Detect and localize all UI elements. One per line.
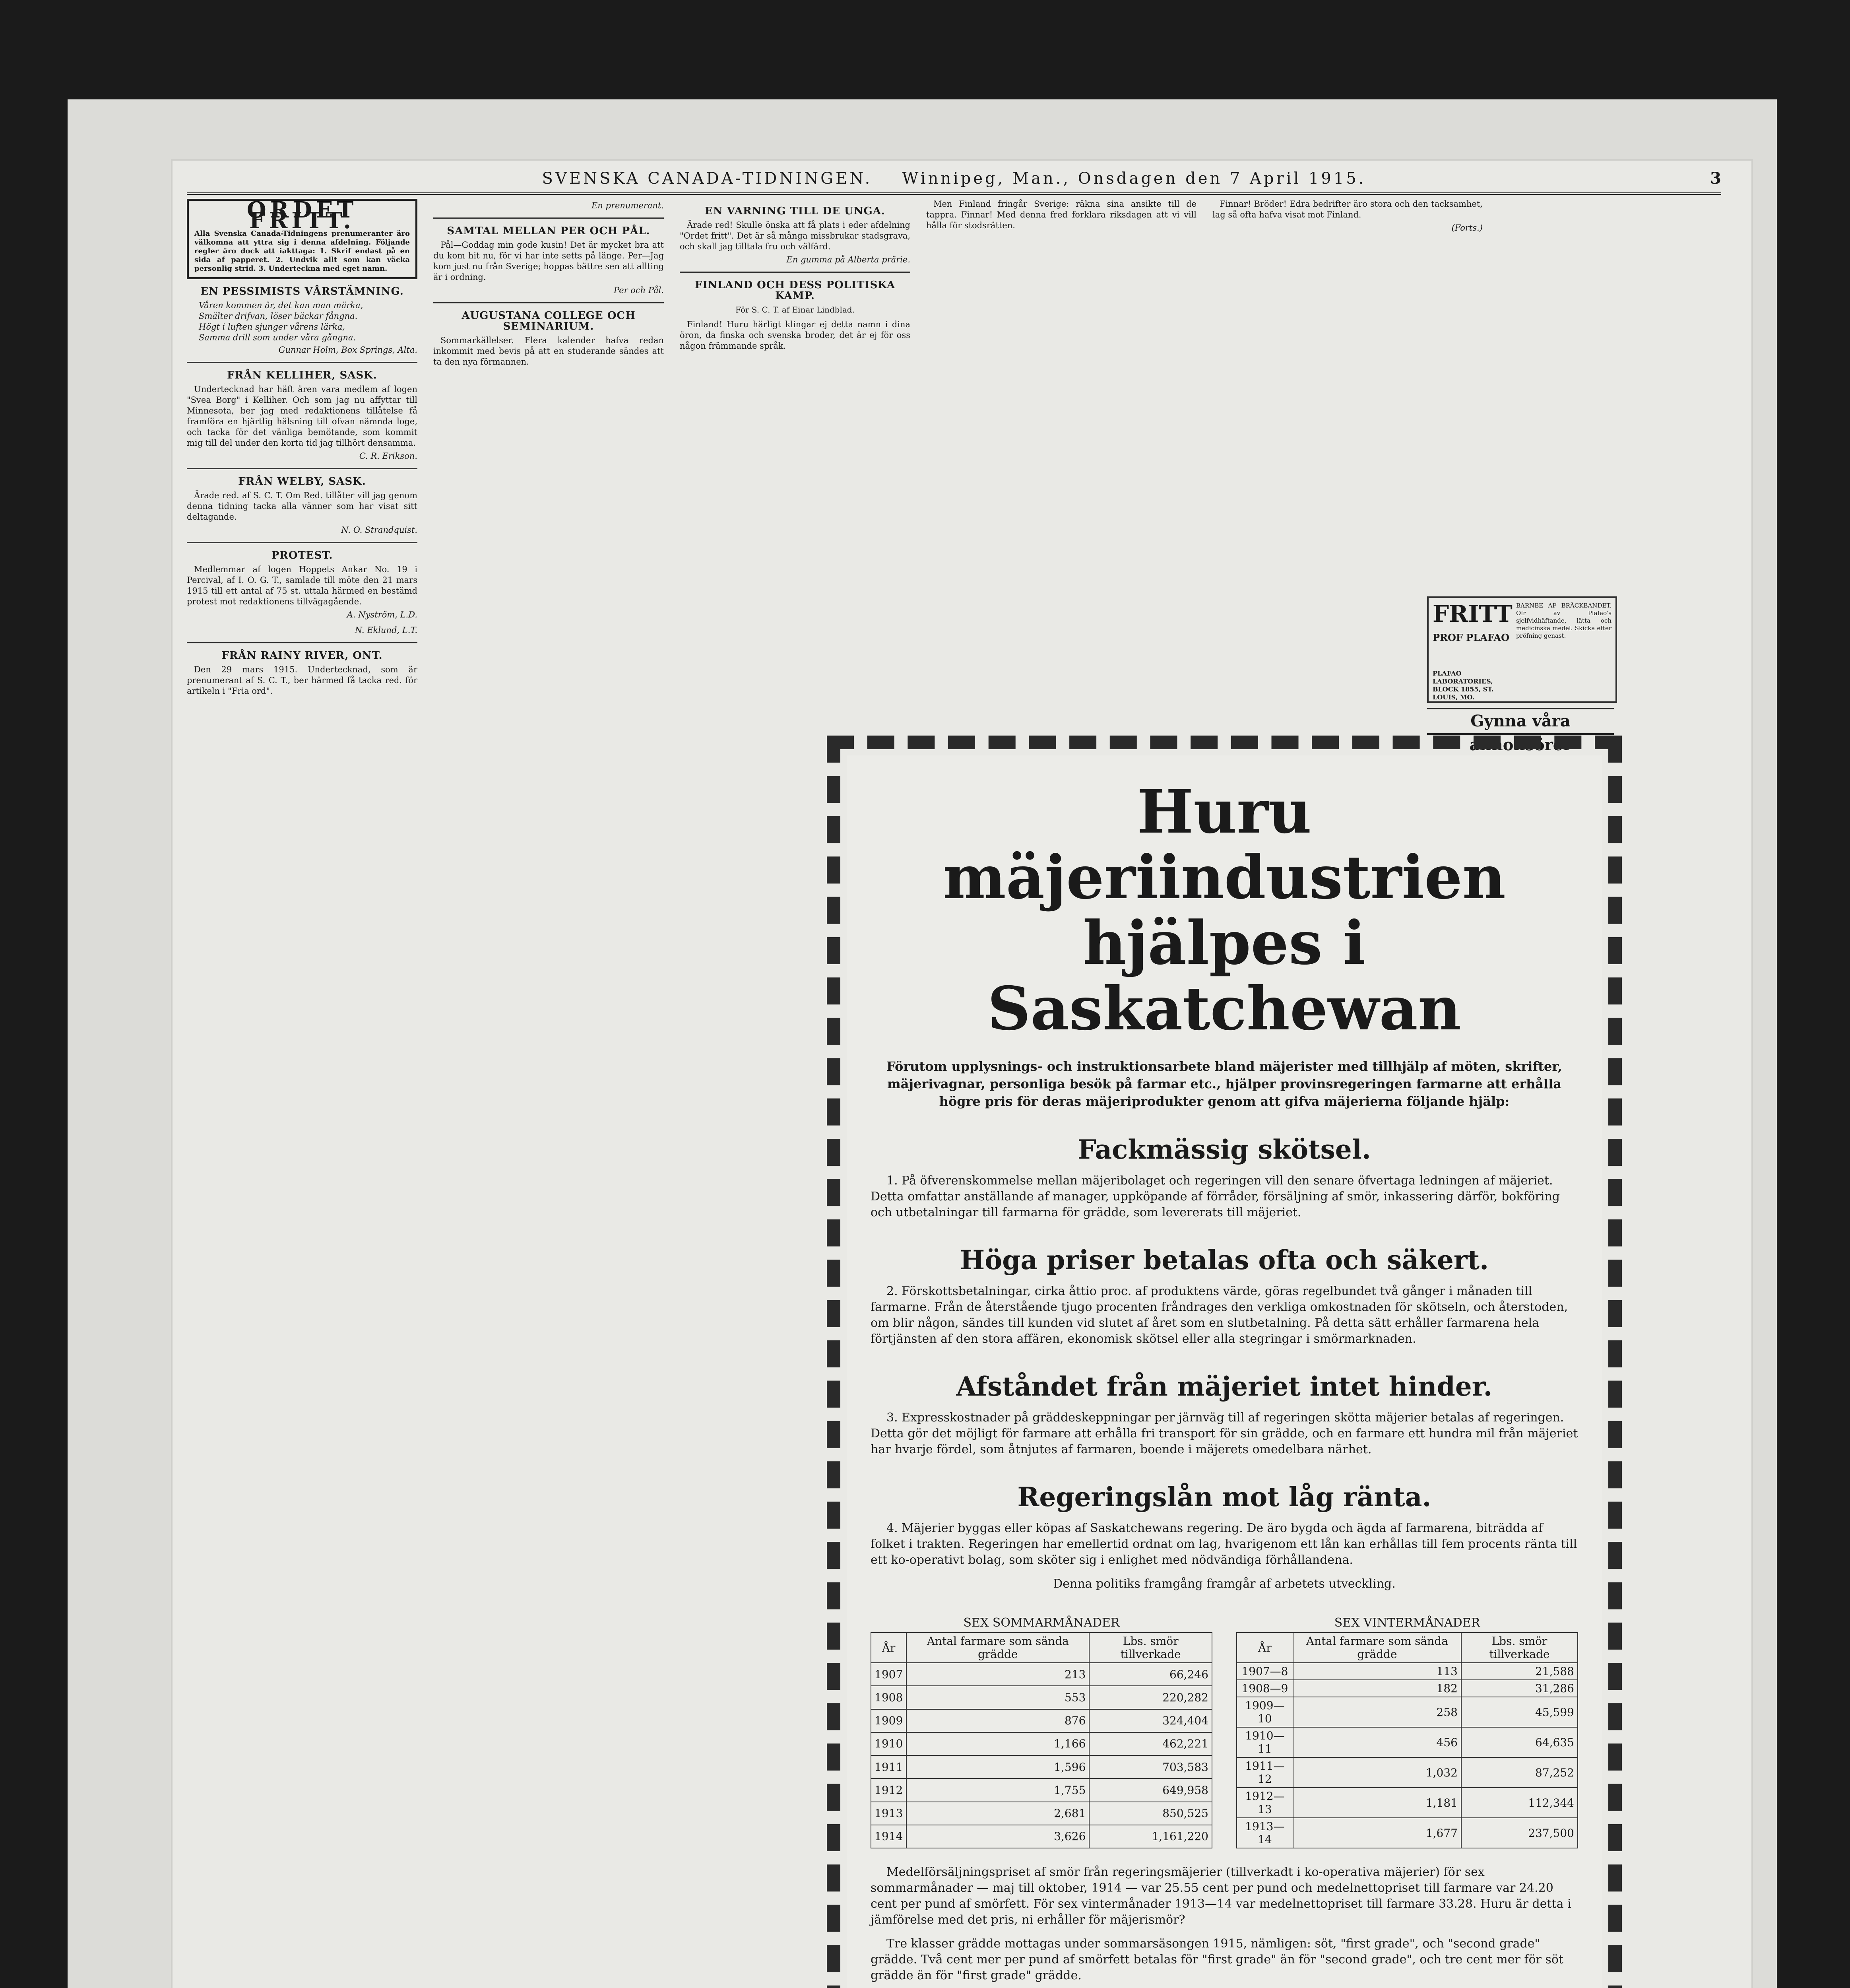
dialog-signature: Per och Pål. bbox=[613, 285, 664, 295]
letter-rainy-river-title: FRÅN RAINY RIVER, ONT. bbox=[221, 650, 383, 662]
column-4-text: Men Finland fringår Sverige: räkna sina ansikte till de tappra. Finnar! Med denna fred forklara riksdagen att vi vill hålla för stodsrätten. bbox=[926, 199, 1196, 230]
table-cell: 258 bbox=[1293, 1697, 1461, 1727]
column-header-butter: Lbs. smör tillverkade bbox=[1089, 1633, 1212, 1663]
column-header-year: År bbox=[1237, 1633, 1293, 1663]
letter-welby-text: Ärade red. af S. C. T. Om Red. tillåter vill jag genom denna tidning tacka alla vänner som har visat sitt deltagande. bbox=[187, 491, 417, 522]
table-cell: 182 bbox=[1293, 1680, 1461, 1697]
plafao-address: PLAFAO LABORATORIES, BLOCK 1855, ST. LOUIS, MO. bbox=[1433, 670, 1494, 701]
winter-table-body bbox=[1237, 1663, 1578, 1848]
table-cell: 1,596 bbox=[906, 1755, 1089, 1778]
masthead-title: SVENSKA CANADA-TIDNINGEN. bbox=[542, 169, 873, 188]
table-row bbox=[871, 1686, 1212, 1709]
table-row bbox=[871, 1825, 1212, 1848]
ad-heading-3: Afståndet från mäjeriet intet hinder. bbox=[956, 1371, 1493, 1402]
table-cell: 3,626 bbox=[906, 1825, 1089, 1848]
poem-title: EN PESSIMISTS VÅRSTÄMNING. bbox=[200, 285, 404, 297]
table-cell: 1,166 bbox=[906, 1732, 1089, 1755]
table-cell: 1914 bbox=[871, 1825, 906, 1848]
letter-rainy-river-text: Den 29 mars 1915. Undertecknad, som är prenumerant af S. C. T., ber härmed få tacka red. för artikeln i "Fria ord". bbox=[187, 665, 417, 696]
plafao-logo: FRITT PROF PLAFAO bbox=[1433, 600, 1513, 643]
column-header-year: År bbox=[871, 1633, 906, 1663]
table-row bbox=[871, 1709, 1212, 1732]
table-cell: 1,755 bbox=[906, 1778, 1089, 1802]
column-4 bbox=[926, 199, 1196, 763]
table-cell: 462,221 bbox=[1089, 1732, 1212, 1755]
table-cell: 1910—11 bbox=[1237, 1727, 1293, 1757]
divider bbox=[433, 217, 664, 219]
table-row bbox=[1237, 1663, 1578, 1680]
table-row bbox=[871, 1663, 1212, 1686]
dairy-advertisement bbox=[847, 755, 1602, 1988]
ad-heading-4: Regeringslån mot låg ränta. bbox=[1017, 1481, 1431, 1512]
table-cell: 553 bbox=[906, 1686, 1089, 1709]
winter-table bbox=[1236, 1616, 1578, 1848]
table-row bbox=[871, 1802, 1212, 1825]
table-cell: 1912 bbox=[871, 1778, 906, 1802]
ad-tables bbox=[871, 1616, 1578, 1848]
masthead-dateline: Winnipeg, Man., Onsdagen den 7 April 1915. bbox=[902, 169, 1366, 188]
ad-title-line-2: hjälpes i Saskatchewan bbox=[987, 908, 1461, 1044]
column-header-farmers: Antal farmare som sända grädde bbox=[906, 1633, 1089, 1663]
winter-table-caption: SEX VINTERMÅNADER bbox=[1334, 1616, 1480, 1630]
dialog-text: Pål—Goddag min gode kusin! Det är mycket bra att du kom hit nu, för vi har inte setts på länge. Per—Jag kom just nu från Sverige; hoppas bättre sen att allting är i ordning. bbox=[433, 240, 664, 282]
ad-paragraph-6: Medelförsäljningspriset af smör från regeringsmäjerier (tillverkadt i ko-operativa mäjerier) för sex sommarmånader — maj till oktober, 1914 — var 25.55 cent per pund och medelnettopriset till farmare var 24.20 cent per pund af smörfett. För sex vintermånader 1913—14 var medelnettopriset till farmare 33.28. Huru är detta i jämförelse med det pris, ni erhåller för mäjerismör? bbox=[871, 1865, 1571, 1927]
table-row bbox=[1237, 1757, 1578, 1788]
table-cell: 113 bbox=[1293, 1663, 1461, 1680]
table-cell: 876 bbox=[906, 1709, 1089, 1732]
table-row bbox=[871, 1755, 1212, 1778]
ad-intro: Förutom upplysnings- och instruktionsarbete bland mäjerister med tillhjälp af möten, skrifter, mäjerivagnar, personliga besök på farmar etc., hjälper provinsregeringen farmarne att erhålla högre pris för deras mäjeriprodukter genom att gifva mäjerierna följande hjälp: bbox=[886, 1059, 1563, 1109]
table-cell: 1911—12 bbox=[1237, 1757, 1293, 1788]
table-cell: 1,032 bbox=[1293, 1757, 1461, 1788]
table-row bbox=[871, 1732, 1212, 1755]
letter-welby-signature: N. O. Strandquist. bbox=[341, 525, 417, 535]
letter-welby-title: FRÅN WELBY, SASK. bbox=[238, 476, 366, 487]
ad-heading-1: Fackmässig skötsel. bbox=[1078, 1134, 1371, 1165]
table-row bbox=[871, 1778, 1212, 1802]
continued-note: (Forts.) bbox=[1451, 223, 1483, 233]
table-cell: 456 bbox=[1293, 1727, 1461, 1757]
table-cell: 1,677 bbox=[1293, 1818, 1461, 1848]
table-cell: 324,404 bbox=[1089, 1709, 1212, 1732]
table-cell: 45,599 bbox=[1461, 1697, 1578, 1727]
ad-paragraph-1: 1. På öfverenskommelse mellan mäjeribolaget och regeringen vill den senare öfvertaga ledningen af mäjeriet. Detta omfattar anställande af manager, uppköpande af förråder, försäljning af smör, inkassering därför, bokföring och utbetalningar till farmarna för grädde, som levererats till mäjeriet. bbox=[871, 1174, 1560, 1219]
divider bbox=[187, 542, 417, 543]
table-cell: 66,246 bbox=[1089, 1663, 1212, 1686]
poem-line: Våren kommen är, det kan man märka, bbox=[199, 301, 363, 310]
table-cell: 2,681 bbox=[906, 1802, 1089, 1825]
dialog-title: SAMTAL MELLAN PER OCH PÅL. bbox=[447, 225, 650, 237]
table-cell: 64,635 bbox=[1461, 1727, 1578, 1757]
table-cell: 1908 bbox=[871, 1686, 906, 1709]
protest-signature-2: N. Eklund, L.T. bbox=[355, 625, 417, 635]
divider bbox=[680, 272, 910, 273]
warning-title: EN VARNING TILL DE UNGA. bbox=[705, 205, 885, 217]
table-row bbox=[1237, 1680, 1578, 1697]
ad-heading-2: Höga priser betalas ofta och säkert. bbox=[960, 1244, 1489, 1276]
ordet-fritt-box bbox=[187, 199, 417, 279]
protest-text: Medlemmar af logen Hoppets Ankar No. 19 i Percival, af I. O. G. T., samlade till möte den 21 mars 1915 till ett antal af 75 st. uttala härmed en bestämd protest mot redaktionens tillvägagående. bbox=[187, 565, 417, 606]
table-cell: 1908—9 bbox=[1237, 1680, 1293, 1697]
table-row bbox=[1237, 1788, 1578, 1818]
column-2 bbox=[433, 199, 664, 1988]
table-cell: 112,344 bbox=[1461, 1788, 1578, 1818]
column-header-butter: Lbs. smör tillverkade bbox=[1461, 1633, 1578, 1663]
column-header-farmers: Antal farmare som sända grädde bbox=[1293, 1633, 1461, 1663]
table-cell: 220,282 bbox=[1089, 1686, 1212, 1709]
ad-paragraph-5: Denna politiks framgång framgår af arbetets utveckling. bbox=[1053, 1577, 1396, 1591]
divider bbox=[433, 302, 664, 303]
summer-table bbox=[871, 1616, 1212, 1848]
summer-table-caption: SEX SOMMARMÅNADER bbox=[963, 1616, 1120, 1630]
table-cell: 1907 bbox=[871, 1663, 906, 1686]
table-cell: 1911 bbox=[871, 1755, 906, 1778]
letter-kelliher-text: Undertecknad har häft ären vara medlem af logen "Svea Borg" i Kelliher. Och som jag nu affyttar till Minnesota, ber jag med redaktionens tillåtelse få framföra en hjärtlig hälsning till ofvan nämnda loge, och tacka för det vänliga bemötande, som kommit mig till del under den korta tid jag tillhört densamma. bbox=[187, 384, 417, 448]
protest-signature-1: A. Nyström, L.D. bbox=[347, 610, 417, 619]
ordet-fritt-rules: Alla Svenska Canada-Tidningens prenumeranter äro välkomna att yttra sig i denna afdelning. Följande regler äro dock att iakttaga: 1. Skrif endast på en sida af papperet. 2. Undvik allt som kan väcka personlig strid. 3. Underteckna med eget namn. bbox=[194, 229, 410, 273]
table-cell: 703,583 bbox=[1089, 1755, 1212, 1778]
divider bbox=[187, 468, 417, 469]
masthead bbox=[187, 165, 1721, 195]
letter-kelliher-title: FRÅN KELLIHER, SASK. bbox=[227, 369, 377, 381]
poem-body bbox=[187, 300, 417, 343]
plafao-blurb: BARNBE AF BRÅCKBANDET. Olr av Plafao's sjelfvidhäftande, lätta och medicinska medel. Skicka efter pröfning genast. bbox=[1516, 602, 1611, 639]
table-cell: 87,252 bbox=[1461, 1757, 1578, 1788]
table-cell: 850,525 bbox=[1089, 1802, 1212, 1825]
ad-title-line-1: Huru mäjeriindustrien bbox=[943, 777, 1506, 912]
augustana-title: AUGUSTANA COLLEGE OCH SEMINARIUM. bbox=[462, 310, 636, 332]
ad-paragraph-2: 2. Förskottsbetalningar, cirka åttio proc. af produktens värde, göras regelbundet två gånger i månaden till farmarne. Från de återstående tjugo procenten fråndrages den verkliga omkostnaden för skötseln, och återstoden, om blir någon, sändes till kunden vid slutet af året som en slutbetalning. På detta sätt erhåller farmarena hela förtjänsten af den stora affären, ekonomisk skötsel eller alla stegringar i smörmarknaden. bbox=[871, 1284, 1568, 1346]
protest-title: PROTEST. bbox=[271, 549, 333, 561]
table-row bbox=[1237, 1697, 1578, 1727]
table-row bbox=[1237, 1818, 1578, 1848]
table-cell: 21,588 bbox=[1461, 1663, 1578, 1680]
page-number: 3 bbox=[1710, 169, 1721, 188]
warning-signature: En gumma på Alberta prärie. bbox=[786, 255, 910, 264]
column-2-signature: En prenumerant. bbox=[591, 201, 664, 210]
column-1 bbox=[187, 199, 417, 1988]
summer-table-body bbox=[871, 1663, 1212, 1848]
plafao-advert bbox=[1427, 596, 1617, 703]
column-5-text: Finnar! Bröder! Edra bedrifter äro stora och den tacksamhet, lag så ofta hafva visat mot Finland. bbox=[1212, 199, 1483, 219]
ad-paragraph-3: 3. Expresskostnader på gräddeskeppningar per järnväg till af regeringen skötta mäjerier betalas af regeringen. Detta gör det möjligt för farmare att erhålla fri transport för sin grädde, och en farmare ett hundra mil från mäjeriet har hvarje fördel, som åtnjutes af farmaren, boende i mäjerets omedelbara närhet. bbox=[871, 1411, 1578, 1456]
letter-kelliher-signature: C. R. Erikson. bbox=[359, 451, 417, 461]
table-cell: 1913—14 bbox=[1237, 1818, 1293, 1848]
finland-byline: För S. C. T. af Einar Lindblad. bbox=[735, 305, 855, 315]
poem-signature: Gunnar Holm, Box Springs, Alta. bbox=[278, 345, 417, 355]
ad-paragraph-7: Tre klasser grädde mottagas under sommarsäsongen 1915, nämligen: söt, "first grade", och "second grade" grädde. Två cent mer per pund af smörfett betalas för "first grade" än för "second grade", och tre cent mer för söt grädde än för "first grade" grädde. bbox=[871, 1937, 1563, 1982]
scan-sheet bbox=[68, 99, 1777, 1988]
table-cell: 213 bbox=[906, 1663, 1089, 1686]
finland-title: FINLAND OCH DESS POLITISKA KAMP. bbox=[694, 279, 896, 302]
table-cell: 1913 bbox=[871, 1802, 906, 1825]
table-cell: 1907—8 bbox=[1237, 1663, 1293, 1680]
finland-text: Finland! Huru härligt klingar ej detta namn i dina öron, da finska och svenska broder, det är ej för oss någon främmande språk. bbox=[680, 320, 910, 351]
poem-line: Högt i luften sjunger vårens lärka, bbox=[199, 322, 345, 332]
warning-text: Ärade red! Skulle önska att få plats i eder afdelning "Ordet fritt". Det är så många missbrukar stadsgrava, och skall jag tilltala fru och välfärd. bbox=[680, 220, 910, 251]
ad-paragraph-4: 4. Mäjerier byggas eller köpas af Saskatchewans regering. De äro bygda och ägda af farmarena, biträdda af folket i trakten. Regeringen har emellertid ordnat om lag, hvarigenom ett lån kan erhållas till fem procents ränta till ett ko-operativt bolag, som sköter sig i enlighet med nödvändiga förhållandena. bbox=[871, 1521, 1577, 1567]
divider bbox=[187, 642, 417, 643]
table-cell: 1,161,220 bbox=[1089, 1825, 1212, 1848]
gynna-banner: Gynna våra annonsörer bbox=[1427, 708, 1614, 735]
ordet-fritt-title: ORDET FRITT. bbox=[246, 199, 358, 234]
augustana-text: Sommarkällelser. Flera kalender hafva redan inkommit med bevis på att en studerande sändes att ta den nya förmannen. bbox=[433, 336, 664, 367]
column-6 bbox=[1499, 199, 1721, 636]
table-cell: 1,181 bbox=[1293, 1788, 1461, 1818]
poem-line: Samma drill som under våra gångna. bbox=[199, 333, 356, 342]
table-cell: 649,958 bbox=[1089, 1778, 1212, 1802]
table-cell: 1909 bbox=[871, 1709, 906, 1732]
table-cell: 31,286 bbox=[1461, 1680, 1578, 1697]
poem-line: Smälter drifvan, löser bäckar fångna. bbox=[199, 311, 358, 321]
table-cell: 1910 bbox=[871, 1732, 906, 1755]
table-row bbox=[1237, 1727, 1578, 1757]
table-cell: 1912—13 bbox=[1237, 1788, 1293, 1818]
divider bbox=[187, 362, 417, 363]
table-cell: 1909—10 bbox=[1237, 1697, 1293, 1727]
table-cell: 237,500 bbox=[1461, 1818, 1578, 1848]
